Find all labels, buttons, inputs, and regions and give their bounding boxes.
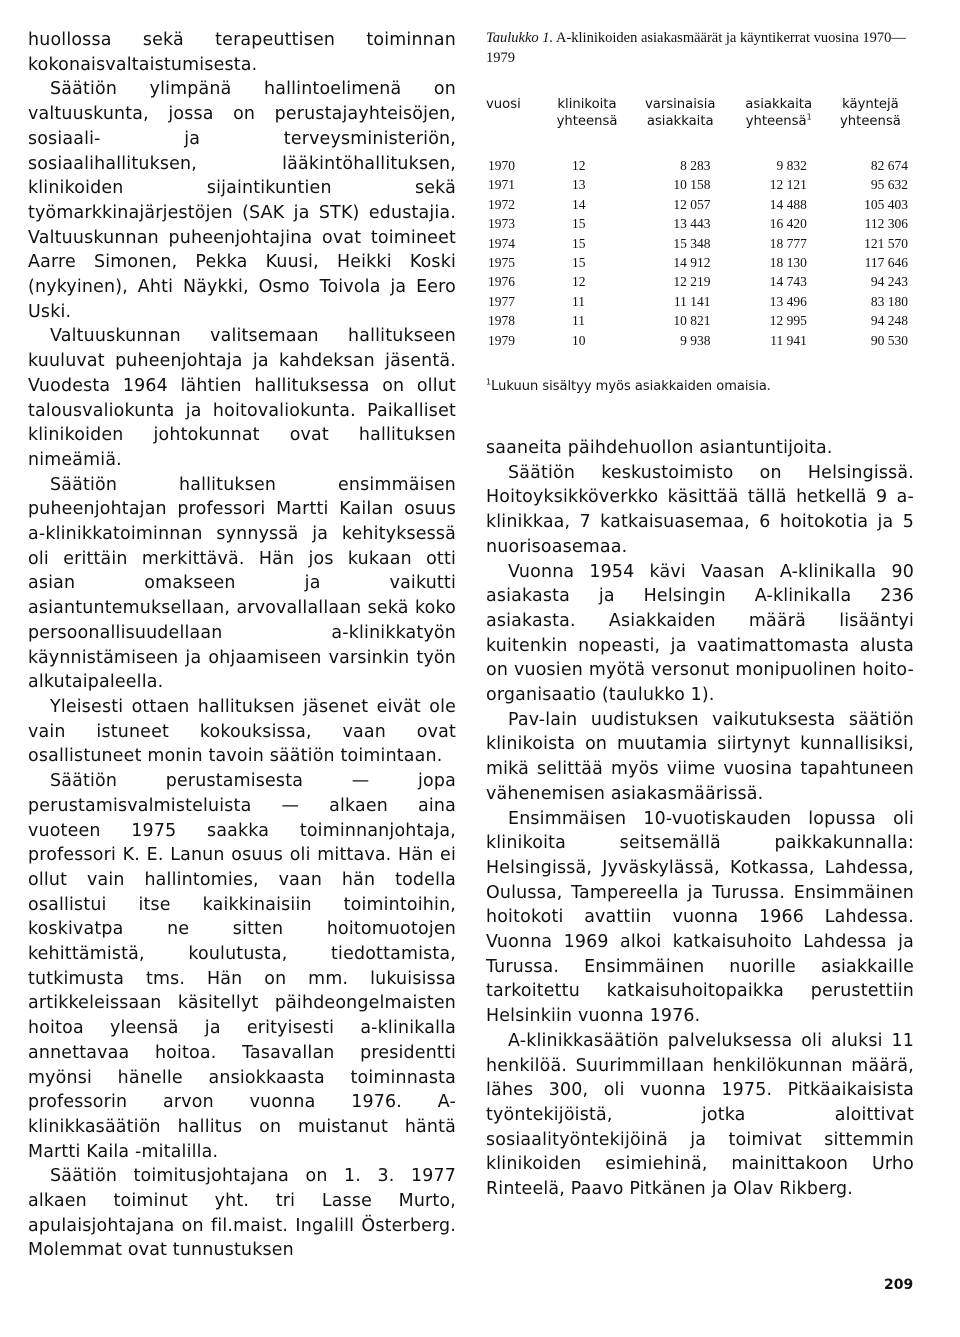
- table-row: [486, 175, 914, 194]
- cell-actual-clients: 10 821: [673, 313, 711, 329]
- header-clients-total: [730, 96, 826, 156]
- table-caption-label: Taulukko 1.: [486, 30, 554, 46]
- cell-visits: 112 306: [864, 216, 908, 232]
- cell-actual-clients: 12 219: [673, 274, 711, 290]
- paragraph: Säätiön keskustoimisto on Helsingissä. Hoitoyksikköverkko käsittää tällä hetkellä 9 a-klinikkaa, 7 katkaisuasemaa, 6 hoitokotia ja 5 nuorisoasemaa.: [486, 462, 914, 557]
- table-caption-text: A-klinikoiden asiakasmäärät ja käyntikerrat vuosina 1970—1979: [486, 30, 906, 66]
- paragraph: Ensimmäisen 10-vuotiskauden lopussa oli klinikoita seitsemällä paikkakunnalla: Helsingissä, Jyväskylässä, Kotkassa, Lahdessa, Oulussa, Tampereella ja Turussa. Ensimmäinen hoitokoti avattiin vuonna 1966 Lahdessa. Vuonna 1969 alkoi katkaisuhoito Lahdessa ja Turussa. Ensimmäinen nuorille asiakkaille tarkoitettu katkaisuhoitopaikka perustettiin Helsinkiin vuonna 1976.: [486, 808, 914, 1027]
- cell-clinics: 10: [572, 332, 586, 348]
- header-visits: käyntejä yhteensä: [839, 97, 901, 129]
- table-footnote: [486, 378, 914, 396]
- table-header-row: [486, 96, 914, 156]
- cell-year: 1977: [488, 293, 515, 309]
- cell-year: 1979: [488, 332, 515, 348]
- table-row: [486, 214, 914, 233]
- cell-visits: 105 403: [864, 196, 908, 212]
- cell-year: 1971: [488, 177, 515, 193]
- cell-visits: 94 248: [870, 313, 908, 329]
- paragraph: Säätiön ylimpänä hallintoelimenä on valtuuskunta, jossa on perustajayhteisöjen, sosiaali- ja terveysministeriön, sosiaalihallituksen, lääkintöhallituksen, klinikoiden sijaintikuntien sekä työmarkkinajärjestöjen (SAK ja STK) edustajia. Valtuuskunnan puheenjohtajina ovat toimineet Aarre Simonen, Pekka Kuusi, Heikki Koski (nykyinen), Ahti Näykki, Osmo Toivola ja Eero Uski.: [28, 79, 456, 322]
- right-text-column: [486, 436, 914, 1202]
- cell-clinics: 15: [572, 255, 586, 271]
- table-body: [486, 156, 914, 350]
- cell-visits: 94 243: [870, 274, 908, 290]
- paragraph: huollossa sekä terapeuttisen toiminnan kokonaisvaltaistumisesta.: [28, 30, 456, 75]
- cell-visits: 90 530: [870, 332, 908, 348]
- cell-clients-total: 12 995: [769, 313, 807, 329]
- cell-visits: 95 632: [870, 177, 908, 193]
- cell-actual-clients: 15 348: [673, 235, 711, 251]
- header-clients-total-text: asiakkaita yhteensä: [745, 97, 813, 129]
- cell-year: 1974: [488, 235, 515, 251]
- cell-clients-total: 9 832: [776, 158, 807, 173]
- table-row: [486, 234, 914, 253]
- cell-visits: 121 570: [864, 235, 908, 251]
- header-year: vuosi: [486, 97, 521, 112]
- cell-clients-total: 16 420: [769, 216, 807, 232]
- paragraph: A-klinikkasäätiön palveluksessa oli aluksi 11 henkilöä. Suurimmillaan henkilökunnan määrä, lähes 300, oli vuonna 1975. Pitkäaikaisista työntekijöistä, jotka aloittivat sosiaalityöntekijöinä ja toimivat sittemmin klinikoiden esimiehinä, mainittakoon Urho Rinteelä, Paavo Pitkänen ja Olav Rikberg.: [486, 1030, 914, 1200]
- cell-year: 1975: [488, 255, 515, 271]
- cell-clinics: 13: [572, 177, 586, 193]
- footnote-text: Lukuun sisältyy myös asiakkaiden omaisia.: [491, 379, 771, 395]
- cell-actual-clients: 11 141: [673, 293, 711, 309]
- cell-clients-total: 18 777: [769, 235, 807, 251]
- cell-year: 1976: [488, 274, 515, 290]
- header-actual-clients: varsinaisia asiakkaita: [644, 97, 716, 129]
- cell-year: 1972: [488, 196, 515, 212]
- paragraph: Valtuuskunnan valitsemaan hallitukseen kuuluvat puheenjohtaja ja kahdeksan jäsentä. Vuodesta 1964 lähtien hallituksessa on ollut talousvaliokunta ja hoitovaliokunta. Paikalliset klinikoiden johtokunnat ovat hallituksen nimeämiä.: [28, 326, 456, 470]
- cell-clients-total: 14 743: [769, 274, 807, 290]
- header-clinics: klinikoita yhteensä: [556, 97, 618, 129]
- table-row: [486, 331, 914, 350]
- footnote-marker: 1: [486, 377, 492, 387]
- cell-visits: 82 674: [870, 158, 908, 173]
- table-row: [486, 156, 914, 175]
- cell-clinics: 15: [572, 216, 586, 232]
- paragraph: Yleisesti ottaen hallituksen jäsenet eivät ole vain istuneet kokouksissa, vaan ovat osallistuneet monin tavoin säätiön toimintaan.: [28, 696, 456, 767]
- table-caption: [486, 28, 914, 68]
- table-block: [486, 28, 914, 396]
- cell-actual-clients: 9 938: [680, 332, 711, 348]
- left-text-column: [28, 28, 456, 1263]
- cell-actual-clients: 10 158: [673, 177, 711, 193]
- cell-clients-total: 18 130: [769, 255, 807, 271]
- cell-clinics: 11: [572, 293, 585, 309]
- cell-visits: 117 646: [864, 255, 908, 271]
- client-table: [486, 96, 914, 350]
- cell-clinics: 11: [572, 313, 585, 329]
- paragraph: Säätiön toimitusjohtajana on 1. 3. 1977 alkaen toiminut yht. tri Lasse Murto, apulaisjohtajana on fil.maist. Ingalill Österberg. Molemmat ovat tunnustuksen: [28, 1166, 456, 1261]
- table-row: [486, 292, 914, 311]
- cell-clients-total: 14 488: [769, 196, 807, 212]
- paragraph: Säätiön perustamisesta — jopa perustamisvalmisteluista — alkaen aina vuoteen 1975 saakka toiminnanjohtaja, professori K. E. Lanun osuus oli mittava. Hän ei ollut vain hallintomies, vaan hän todella osallistui itse kaikkinaisiin toimintoihin, koskivatpa ne sitten hoitomuotojen kehittämistä, koulutusta, tiedottamista, tutkimusta tms. Hän on mm. lukuisissa artikkeleissaan käsitellyt päihdeongelmaisten hoitoa yleensä ja erityisesti a-klinikalla annettavaa hoitoa. Tasavallan presidentti myönsi hänelle ansiokkaasta toiminnasta professorin arvon vuonna 1976. A-klinikkasäätiön hallitus on muistanut häntä Martti Kaila -mitalilla.: [28, 771, 456, 1162]
- footnote-marker: 1: [806, 112, 812, 122]
- cell-clinics: 12: [572, 158, 586, 173]
- cell-clinics: 14: [572, 196, 586, 212]
- cell-visits: 83 180: [870, 293, 908, 309]
- table-row: [486, 253, 914, 272]
- table-row: [486, 272, 914, 291]
- cell-clinics: 15: [572, 235, 586, 251]
- cell-year: 1973: [488, 216, 515, 232]
- cell-clients-total: 12 121: [769, 177, 807, 193]
- paragraph: Vuonna 1954 kävi Vaasan A-klinikalla 90 asiakasta ja Helsingin A-klinikalla 236 asiakasta. Asiakkaiden määrä lisääntyi kuitenkin nopeasti, ja vaatimattomasta alusta on vuosien myötä versonut monipuolinen hoito-organisaatio (taulukko 1).: [486, 561, 914, 706]
- table-row: [486, 311, 914, 330]
- paragraph: Säätiön hallituksen ensimmäisen puheenjohtajan professori Martti Kailan osuus a-klinikkatoiminnan synnyssä ja kehityksessä oli erittäin merkittävä. Hän jos kukaan otti asian omakseen ja vaikutti asiantuntemuksellaan, arvovallallaan sekä koko persoonallisuudellaan a-klinikkatyön käynnistämiseen ja ohjaamiseen varsinkin työn alkutaipaleella.: [28, 474, 456, 693]
- paragraph: saaneita päihdehuollon asiantuntijoita.: [486, 438, 833, 458]
- cell-clients-total: 11 941: [770, 332, 807, 348]
- cell-actual-clients: 14 912: [673, 255, 711, 271]
- paragraph: Pav-lain uudistuksen vaikutuksesta säätiön klinikoista on muutamia siirtynyt kunnallisiksi, mikä selittää myös viime vuosina tapahtuneen vähenemisen asiakasmäärissä.: [486, 709, 914, 804]
- cell-actual-clients: 13 443: [673, 216, 711, 232]
- table-row: [486, 195, 914, 214]
- cell-clients-total: 13 496: [769, 293, 807, 309]
- page-number: 209: [884, 1277, 914, 1293]
- cell-clinics: 12: [572, 274, 586, 290]
- cell-actual-clients: 8 283: [680, 158, 711, 173]
- cell-year: 1978: [488, 313, 515, 329]
- cell-actual-clients: 12 057: [673, 196, 711, 212]
- cell-year: 1970: [488, 158, 515, 173]
